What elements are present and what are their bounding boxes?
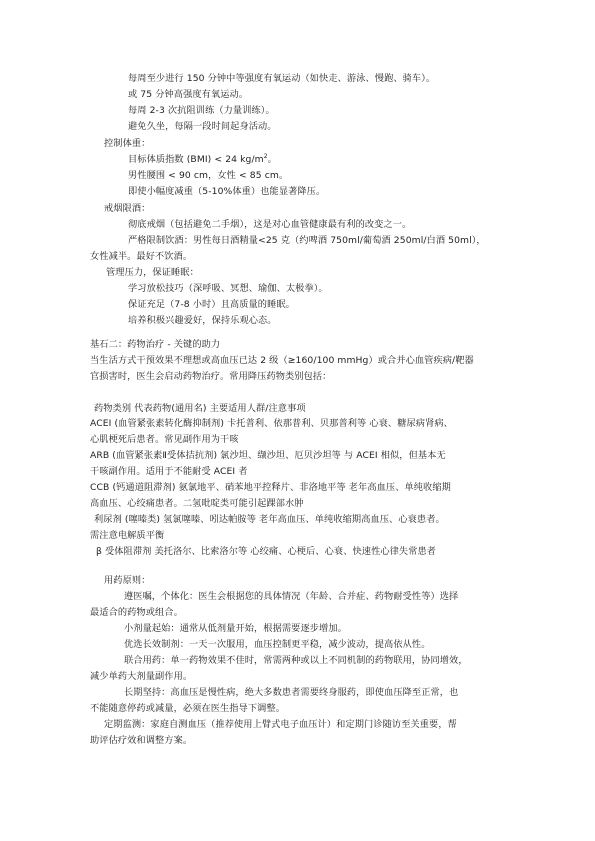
weight-bmi-line (128, 154, 277, 166)
drug-row-ccb-line-2: 高血压、心绞痛患者。二氢吡啶类可能引起踝部水肿 (90, 498, 304, 509)
exercise-line-aerobic: 每周至少进行 150 分钟中等强度有氧运动（如快走、游泳、慢跑、骑车）。 (128, 73, 436, 84)
drug-section-heading: 基石二：药物治疗 - 关键的助力 (90, 339, 221, 350)
drug-intro-line-2: 官损害时，医生会启动药物治疗。常用降压药物类别包括： (90, 371, 332, 382)
principle-individualized-line-2: 最适合的药物或组合。 (90, 607, 183, 618)
drug-row-arb-line-1: ARB (血管紧张素Ⅱ受体拮抗剂) 氯沙坦、缬沙坦、厄贝沙坦等 与 ACEI 相似，但基本无 (90, 450, 446, 461)
quit-smoking-line: 彻底戒烟（包括避免二手烟），这是对心血管健康最有利的改变之一。 (128, 219, 412, 230)
stress-heading: 管理压力，保证睡眠： (106, 267, 199, 278)
exercise-line-sedentary: 避免久坐，每隔一段时间起身活动。 (128, 121, 277, 132)
principle-long-term-line-1: 长期坚持：高血压是慢性病，绝大多数患者需要终身服药，即使血压降至正常，也 (124, 687, 459, 698)
bmi-superscript: 2 (263, 152, 268, 160)
drug-table-header: 药物类别 代表药物(通用名) 主要适用人群/注意事项 (94, 403, 306, 414)
exercise-line-resistance: 每周 2-3 次抗阻训练（力量训练）。 (128, 105, 275, 116)
drug-intro-line-1: 当生活方式干预效果不理想或高血压已达 2 级（≥160/100 mmHg）或合并心血管疾病/靶器 (90, 355, 474, 366)
drug-row-beta-blocker: β 受体阻滞剂 美托洛尔、比索洛尔等 心绞痛、心梗后、心衰、快速性心律失常患者 (96, 546, 437, 557)
principle-monitoring-line-1: 定期监测：家庭自测血压（推荐使用上臂式电子血压计）和定期门诊随访至关重要，帮 (104, 719, 457, 730)
principle-long-acting: 优选长效制剂：一天一次服用，血压控制更平稳，减少波动，提高依从性。 (124, 639, 431, 650)
drug-row-diuretic-line-1: 利尿剂 (噻嗪类) 氢氯噻嗪、吲达帕胺等 老年高血压、单纯收缩期高血压、心衰患者。 (94, 514, 445, 525)
stress-sleep-line: 保证充足（7-8 小时）且高质量的睡眠。 (128, 299, 295, 310)
principle-long-term-line-2: 不能随意停药或减量，必须在医生指导下调整。 (90, 703, 286, 714)
bmi-text: 目标体质指数 (BMI) < 24 kg/m (128, 154, 264, 165)
alcohol-line-1: 严格限制饮酒：男性每日酒精量<25 克（约啤酒 750ml/葡萄酒 250ml/白酒 50ml）， (128, 235, 486, 246)
principle-monitoring-line-2: 助评估疗效和调整方案。 (90, 735, 193, 746)
principles-heading: 用药原则： (104, 575, 151, 586)
principle-combination-line-2: 减少单药大剂量副作用。 (90, 671, 193, 682)
exercise-line-high-intensity: 或 75 分钟高强度有氧运动。 (128, 89, 249, 100)
drug-row-arb-line-2: 干咳副作用。适用于不能耐受 ACEI 者 (90, 466, 248, 477)
drug-row-diuretic-line-2: 需注意电解质平衡 (90, 530, 165, 541)
bmi-end: 。 (267, 154, 277, 165)
weight-reduce-line: 即使小幅度减重（5-10%体重）也能显著降压。 (128, 186, 326, 197)
drug-row-acei-line-1: ACEI (血管紧张素转化酶抑制剂) 卡托普利、依那普利、贝那普利等 心衰、糖尿病肾病、 (90, 418, 453, 429)
smoke-alcohol-heading: 戒烟限酒： (104, 203, 151, 214)
principle-low-dose: 小剂量起始：通常从低剂量开始，根据需要逐步增加。 (124, 623, 347, 634)
drug-row-ccb-line-1: CCB (钙通道阻滞剂) 氨氯地平、硝苯地平控释片、非洛地平等 老年高血压、单纯收缩期 (90, 482, 451, 493)
weight-waist-line: 男性腰围 < 90 cm，女性 < 85 cm。 (128, 170, 289, 181)
principle-individualized-line-1: 遵医嘱，个体化：医生会根据您的具体情况（年龄、合并症、药物耐受性等）选择 (124, 591, 459, 602)
weight-heading: 控制体重： (104, 138, 151, 149)
alcohol-line-2: 女性减半。最好不饮酒。 (90, 251, 193, 262)
stress-relax-line: 学习放松技巧（深呼吸、冥想、瑜伽、太极拳）。 (128, 283, 328, 294)
drug-row-acei-line-2: 心肌梗死后患者。常见副作用为干咳 (90, 434, 239, 445)
stress-hobby-line: 培养积极兴趣爱好，保持乐观心态。 (128, 315, 277, 326)
principle-combination-line-1: 联合用药：单一药物效果不佳时，常需两种或以上不同机制的药物联用，协同增效， (124, 655, 468, 666)
